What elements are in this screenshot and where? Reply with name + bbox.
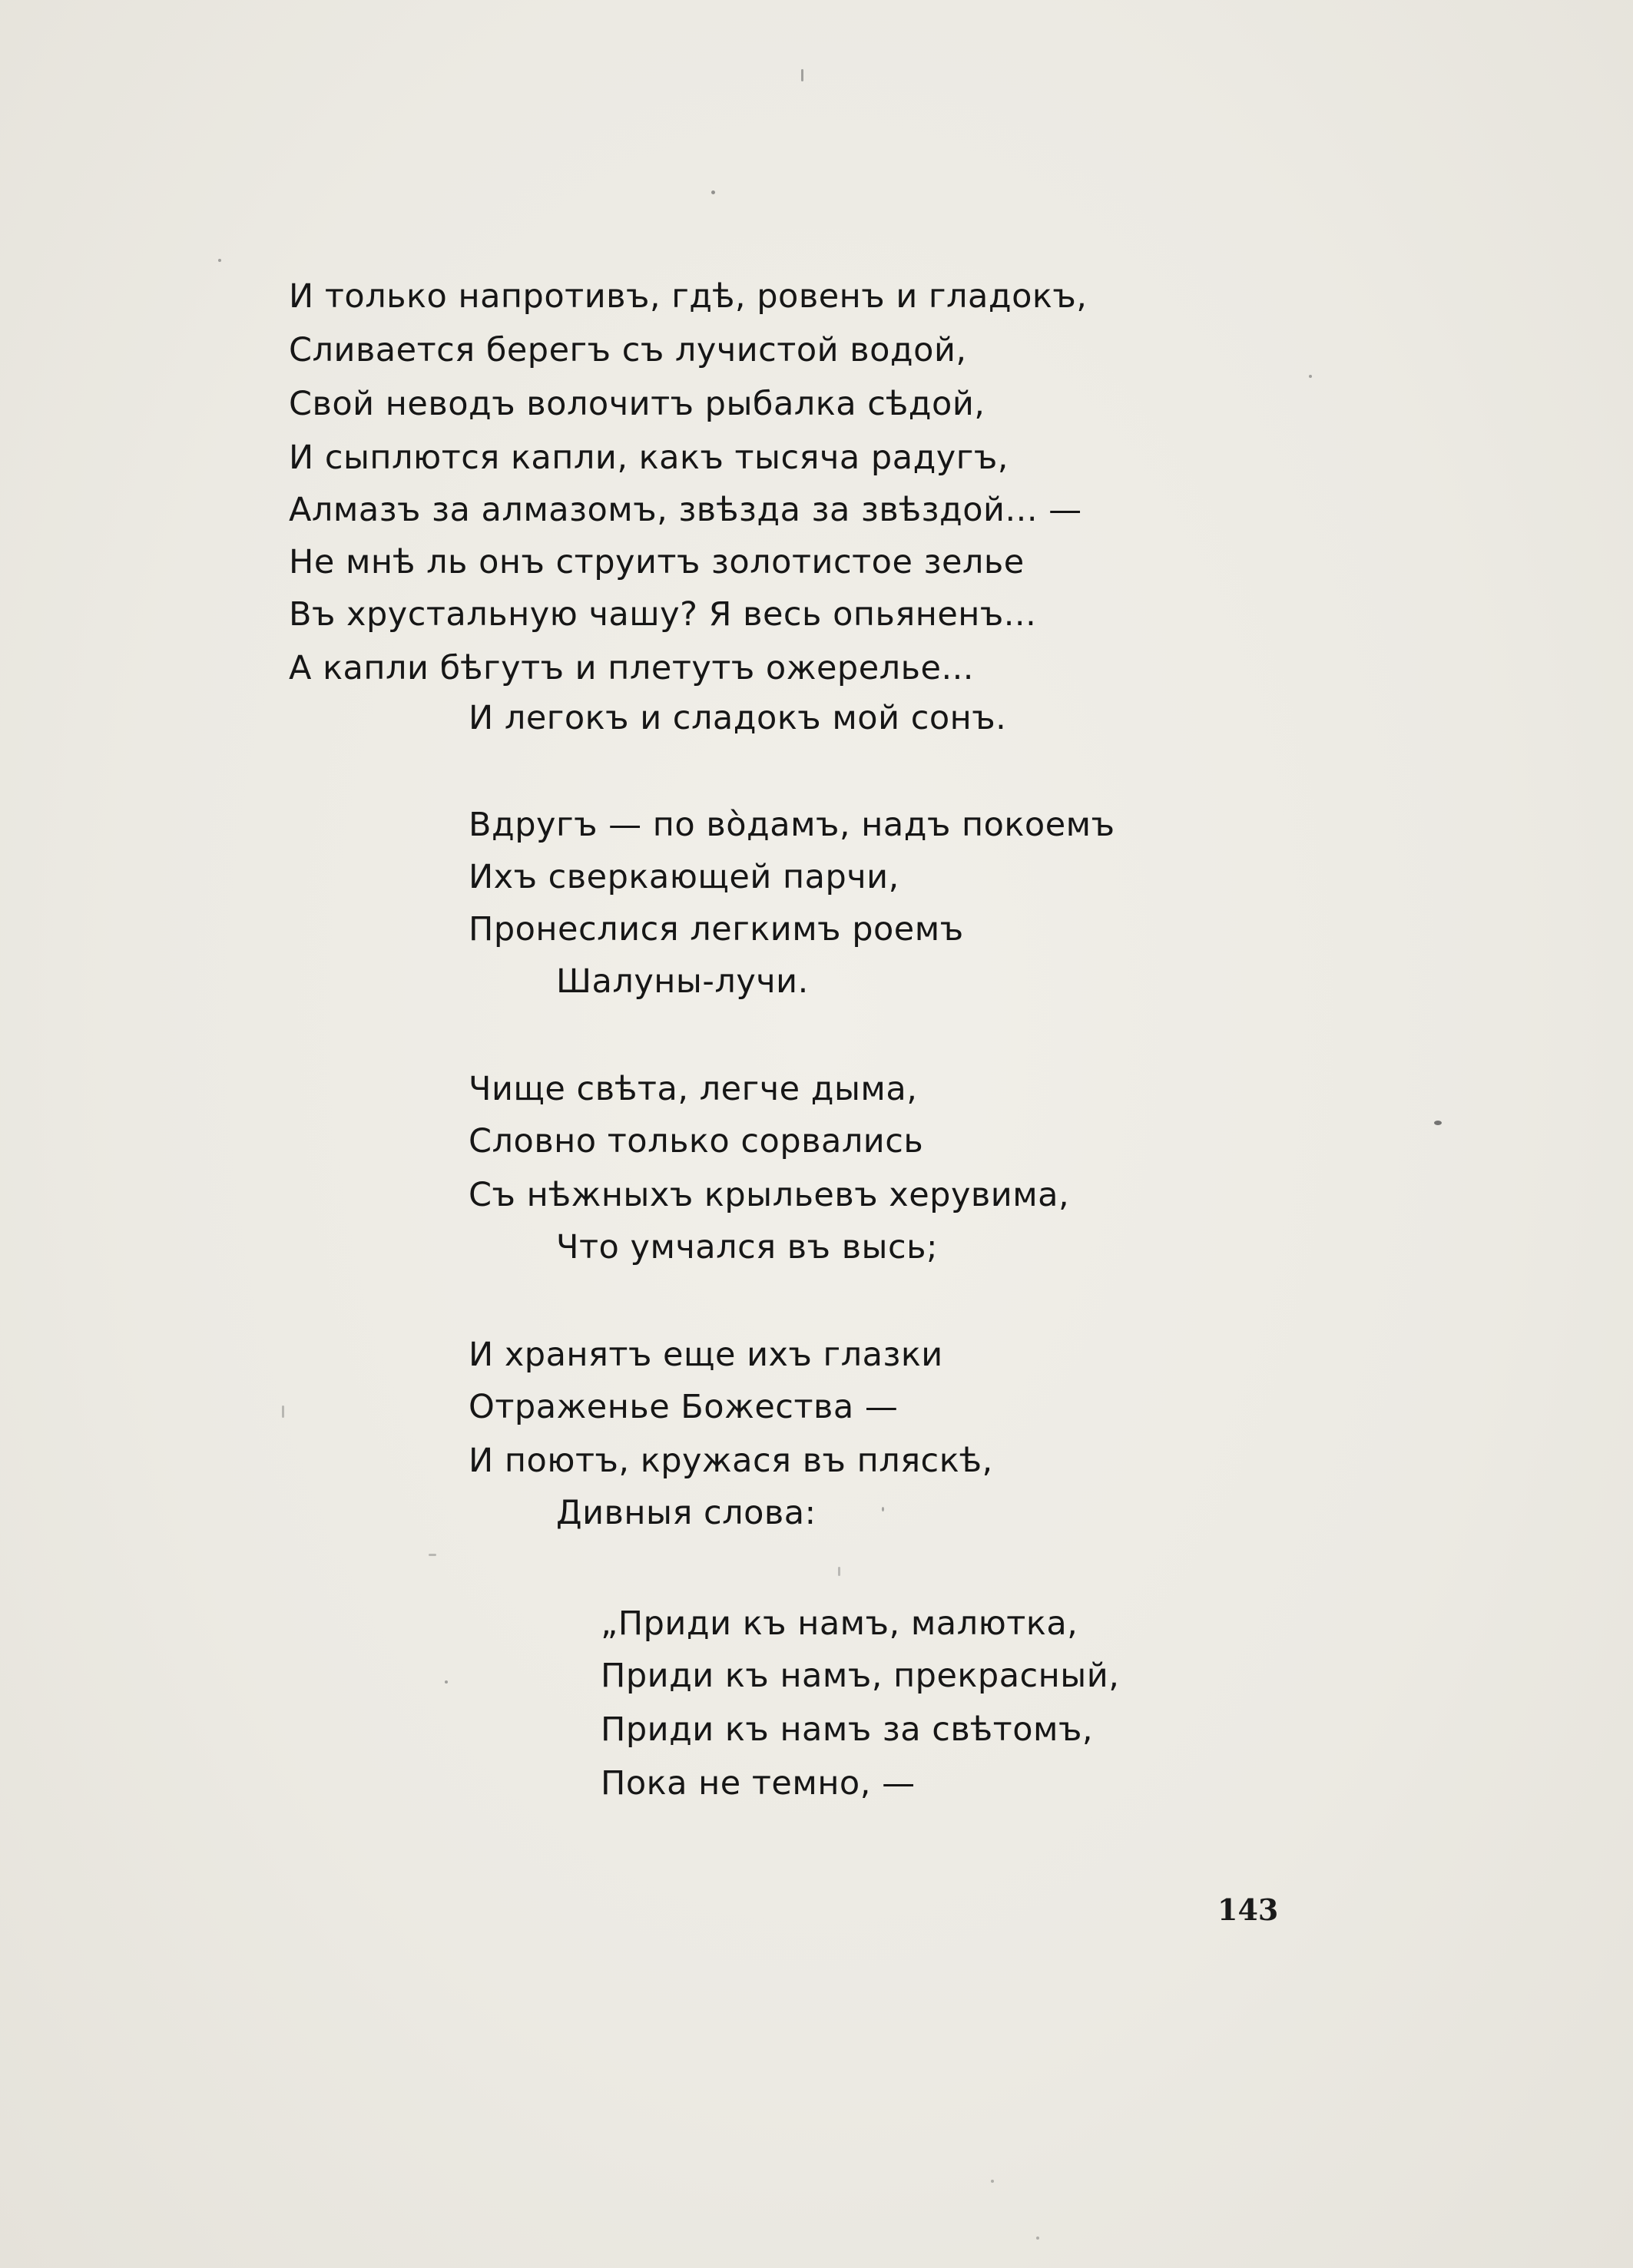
poem-line: Не мнѣ ль онъ струитъ золотистое зелье — [289, 543, 1025, 581]
poem-line: Приди къ намъ за свѣтомъ, — [601, 1710, 1093, 1749]
paper-speck — [991, 2180, 994, 2183]
poem-line: Дивныя слова: — [556, 1494, 816, 1532]
poem-line: Словно только сорвались — [469, 1122, 924, 1160]
page-number: 143 — [1217, 1892, 1279, 1927]
poem-line: Что умчался въ высь; — [556, 1228, 938, 1266]
poem-line: Приди къ намъ, прекрасный, — [601, 1657, 1120, 1695]
poem-line: Отраженье Божества — — [469, 1388, 899, 1426]
paper-speck — [711, 190, 715, 194]
paper-speck — [445, 1680, 448, 1684]
poem-line: Съ нѣжныхъ крыльевъ херувима, — [469, 1176, 1070, 1214]
poem-line: Свой неводъ волочитъ рыбалка сѣдой, — [289, 385, 985, 423]
paper-speck — [1309, 375, 1312, 378]
poem-line: И сыплются капли, какъ тысяча радугъ, — [289, 439, 1009, 477]
paper-speck — [218, 259, 221, 262]
poem-line: Въ хрустальную чашу? Я весь опьяненъ... — [289, 595, 1037, 634]
poem-line: Ихъ сверкающей парчи, — [469, 858, 899, 896]
poem-line: И поютъ, кружася въ пляскѣ, — [469, 1442, 993, 1480]
poem-line: А капли бѣгутъ и плетутъ ожерелье... — [289, 649, 974, 687]
poem-line: Вдругъ — по вòдамъ, надъ покоемъ — [469, 806, 1115, 844]
poem-line: И легокъ и сладокъ мой сонъ. — [469, 699, 1007, 737]
paper-speck — [282, 1405, 284, 1418]
paper-speck — [838, 1567, 840, 1576]
paper-speck — [1434, 1121, 1442, 1125]
paper-speck — [429, 1554, 436, 1556]
poem-line: Шалуны-лучи. — [556, 962, 809, 1001]
poem-line: И только напротивъ, гдѣ, ровенъ и гладокъ, — [289, 277, 1088, 316]
poem-line: Алмазъ за алмазомъ, звѣзда за звѣздой... — — [289, 491, 1082, 529]
paper-speck — [882, 1507, 884, 1511]
poem-line: Пока не темно, — — [601, 1764, 916, 1803]
poem-line: И хранятъ еще ихъ глазки — [469, 1336, 943, 1374]
poem-line: Пронеслися легкимъ роемъ — [469, 910, 964, 949]
poem-line: Сливается берегъ съ лучистой водой, — [289, 331, 967, 369]
poem-line: „Приди къ намъ, малютка, — [601, 1604, 1078, 1643]
paper-speck — [801, 69, 803, 81]
paper-speck — [1036, 2237, 1039, 2240]
poem-line: Чище свѣта, легче дыма, — [469, 1070, 918, 1108]
